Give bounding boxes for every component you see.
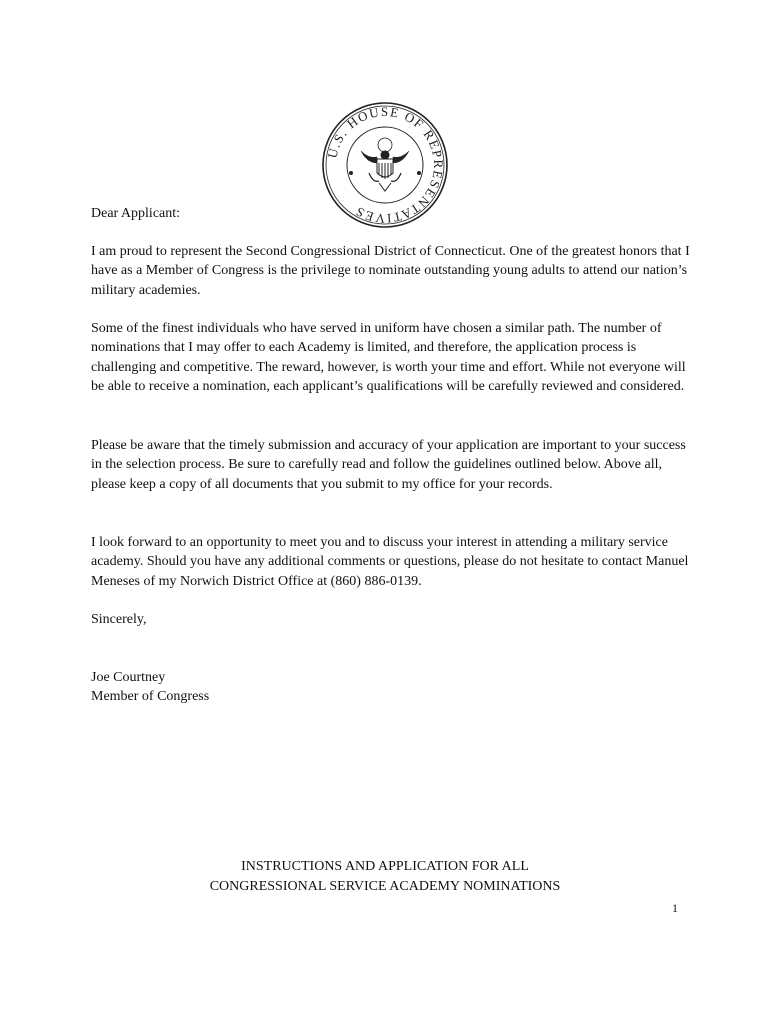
svg-text:U.S. HOUSE OF REPRESENTATIVES: U.S. HOUSE OF REPRESENTATIVES (324, 103, 447, 227)
letter-paragraph-1: I am proud to represent the Second Congressional District of Connecticut. One of the greatest honors that I have as a Member of Congress is the privilege to nominate outstanding young adults to attend our nation’s military academies. (91, 244, 690, 298)
page-number: 1 (672, 901, 678, 915)
letter-paragraph-3: Please be aware that the timely submission and accuracy of your application are important to your success in the selection process. Be sure to carefully read and follow the guidelines outlined below. Above all, please keep a copy of all documents that you submit to my office for your records. (91, 438, 686, 492)
section-heading-line-1: INSTRUCTIONS AND APPLICATION FOR ALL (241, 859, 529, 874)
section-heading-line-2: CONGRESSIONAL SERVICE ACADEMY NOMINATIONS (209, 879, 561, 894)
letter-paragraph-4: I look forward to an opportunity to meet you and to discuss your interest in attending a military service academy. Should you have any additional comments or questions, please do not hesitate to contact Manuel Meneses of my Norwich District Office at (860) 886-0139. (91, 535, 689, 589)
signer-name: Joe Courtney (91, 670, 166, 685)
letter-paragraph-2: Some of the finest individuals who have served in uniform have chosen a similar path. The number of nominations that I may offer to each Academy is limited, and therefore, the application process is challenging and competitive. The reward, however, is worth your time and effort. While not everyone will be able to receive a nomination, each applicant’s qualifications will be carefully reviewed and considered. (91, 321, 686, 394)
signer-title: Member of Congress (91, 689, 210, 705)
letter-closing: Sincerely, (91, 612, 147, 627)
letter-signature-block (91, 668, 691, 707)
letter-salutation: Dear Applicant: (91, 206, 181, 221)
